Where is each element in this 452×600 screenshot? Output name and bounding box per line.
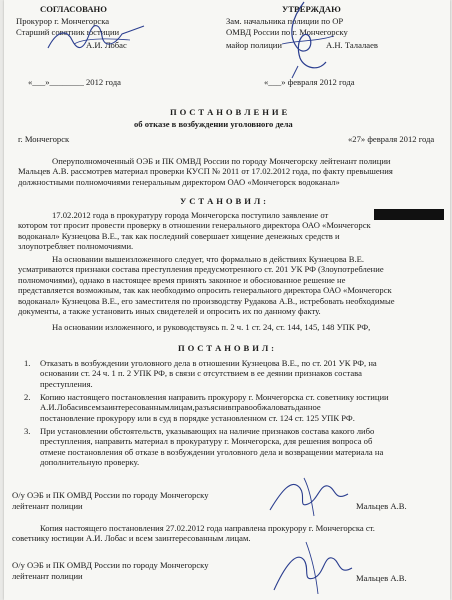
established-line: котором тот просит провести проверку в отношении генерального директора ОАО «Мончегорск <box>18 220 371 231</box>
approved-line-1: Прокурор г. Мончегорска <box>16 16 110 26</box>
resolved-item-1 <box>40 358 444 389</box>
established-line: На основании вышеизложенного следует, что формально в действиях Кузнецова В.Е. <box>52 254 365 264</box>
resolved-item-number: 1. <box>24 358 31 368</box>
confirm-name: А.Н. Талалаев <box>326 40 378 50</box>
resolved-item-number: 2. <box>24 392 31 402</box>
established-line: злоупотребляет полномочиями. <box>18 241 134 252</box>
resolved-line: основании ст. 24 ч. 1 п. 2 УПК РФ, в связи с отсутствием в ее деянии признаков состава <box>40 368 362 379</box>
officer-signature-icon <box>266 536 356 598</box>
document-page <box>4 0 450 600</box>
resolved-line: преступления, направить материал в прокуратуру г. Мончегорска, для решения вопроса об <box>40 436 373 447</box>
document-city: г. Мончегорск <box>18 134 70 144</box>
intro-paragraph <box>18 156 444 187</box>
established-basis: На основании изложенного, и руководствуясь п. 2 ч. 1 ст. 24, ст. 144, 145, 148 УПК РФ, <box>52 322 371 332</box>
signature-2-rank: лейтенант полиции <box>12 571 83 581</box>
copy-note-line: советнику юстиции А.И. Лобас и всем заинтересованным лицам. <box>12 533 251 544</box>
resolved-line: Копию настоящего постановления направить прокурору г. Мончегорска ст. советнику юстиции <box>40 392 389 402</box>
confirm-title: УТВЕРЖДАЮ <box>282 4 341 14</box>
signature-1-name: Мальцев А.В. <box>356 501 407 511</box>
resolved-line: отмене постановления об отказе в возбуждении уголовного дела и возвращении материала на <box>40 446 384 457</box>
copy-note <box>12 523 444 544</box>
intro-line: Оперуполномоченный ОЭБ и ПК ОМВД России по городу Мончегорску лейтенант полиции <box>52 156 391 166</box>
signature-1-position: О/у ОЭБ и ПК ОМВД России по городу Мончегорску <box>12 490 209 500</box>
confirm-line-2: ОМВД России по г. Мончегорску <box>226 27 348 37</box>
established-line: водоканал» Кузнецова В.Е., его заместителя по производству Рудакова А.В., истребовать необходимые <box>18 295 395 306</box>
resolved-line: При установлении обстоятельств, указывающих на наличие признаков состава какого либо <box>40 426 375 436</box>
document-subtitle: об отказе в возбуждении уголовного дела <box>134 119 293 129</box>
approved-line-2: Старший советник юстиции <box>16 27 120 37</box>
signature-2-position: О/у ОЭБ и ПК ОМВД России по городу Мончегорску <box>12 560 209 570</box>
signature-1-rank: лейтенант полиции <box>12 501 83 511</box>
resolved-line: дополнительную проверку. <box>40 457 140 468</box>
established-heading: У С Т А Н О В И Л : <box>180 196 267 206</box>
approved-title: СОГЛАСОВАНО <box>40 4 107 14</box>
document-date: «27» февраля 2012 года <box>348 134 435 144</box>
resolved-item-2 <box>40 392 444 423</box>
confirm-line-3: майор полиции <box>226 40 283 50</box>
established-line: водоканал» Кузнецова В.Е., так как последний совершает хищение денежных средств и <box>18 230 340 241</box>
redaction-block <box>374 209 444 220</box>
confirm-line-1: Зам. начальника полиции по ОР <box>226 16 344 26</box>
intro-line: Мальцев А.В. рассмотрев материал проверки КУСП № 2011 от 17.02.2012 года, по факту превышения <box>18 166 393 177</box>
officer-signature-icon <box>264 470 354 520</box>
resolved-line: Отказать в возбуждении уголовного дела в отношении Кузнецова В.Е., по ст. 201 УК РФ, на <box>40 358 377 368</box>
established-paragraph-2 <box>18 254 444 316</box>
document-title: П О С Т А Н О В Л Е Н И Е <box>170 107 288 117</box>
signature-2-name: Мальцев А.В. <box>356 573 407 583</box>
established-line: документы, а также установить иных свидетелей и опросить их по данному факту. <box>18 306 321 317</box>
resolved-line: А.И. Лобас и всем заинтересованным лицам, разъяснив право обжаловать данное <box>40 402 321 413</box>
approved-name: А.И. Лобас <box>86 40 127 50</box>
resolved-item-3 <box>40 426 444 468</box>
copy-note-line: Копия настоящего постановления 27.02.2012 года направлена прокурору г. Мончегорска ст. <box>40 523 375 533</box>
confirm-date: «___» февраля 2012 года <box>264 77 355 87</box>
resolved-heading: П О С Т А Н О В И Л : <box>178 343 275 353</box>
established-line: усматриваются признаки состава преступления предусмотренного ст. 201 УК РФ (Злоупотребление <box>18 264 384 275</box>
approved-date: «___»________ 2012 года <box>28 77 121 87</box>
resolved-item-number: 3. <box>24 426 31 436</box>
established-line: полномочиями), однако в настоящее время принять законное и обоснованное решение не <box>18 274 346 285</box>
established-line: представляется возможным, так как необходимо опросить генерального директора ОАО «Мончегорск <box>18 285 392 296</box>
established-line: 17.02.2012 года в прокуратуру города Мончегорска поступило заявление от <box>52 210 329 220</box>
resolved-line: постановление прокурору или в суд в порядке установленном ст. 124 ст. 125 УПК РФ. <box>40 412 355 423</box>
resolved-line: преступления. <box>40 378 93 389</box>
intro-line: должностными полномочиями генеральным директором ОАО «Мончегорск водоканал» <box>18 176 340 187</box>
